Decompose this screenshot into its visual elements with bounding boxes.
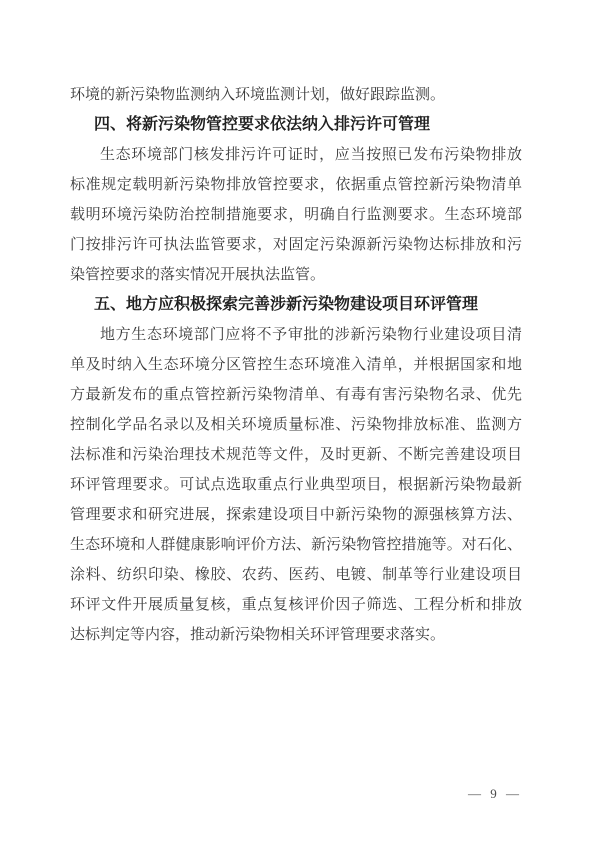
paragraph-line: 达标判定等内容，推动新污染物相关环评管理要求落实。 (70, 627, 446, 643)
paragraph-line: 法标准和污染治理技术规范等文件，及时更新、不断完善建设项目 (70, 447, 522, 463)
paragraph-line: 染管控要求的落实情况开展执法监管。 (70, 267, 326, 283)
paragraph-line: 涂料、纺织印染、橡胶、农药、医药、电镀、制革等行业建设项目 (70, 567, 522, 583)
section-heading-5: 五、地方应积极探索完善涉新污染物建设项目环评管理 (94, 296, 479, 313)
paragraph-line: 载明环境污染防治控制措施要求，明确自行监测要求。生态环境部 (70, 207, 522, 223)
paragraph-line: 管理要求和研究进展，探索建设项目中新污染物的源强核算方法、 (70, 507, 522, 523)
page-number: — 9 — (468, 786, 522, 801)
paragraph-line: 门按排污许可执法监管要求，对固定污染源新污染物达标排放和污 (70, 237, 522, 253)
paragraph-line: 标准规定载明新污染物排放管控要求，依据重点管控新污染物清单 (70, 177, 522, 193)
paragraph-line: 单及时纳入生态环境分区管控生态环境准入清单，并根据国家和地 (70, 357, 522, 373)
paragraph-line: 生态环境部门核发排污许可证时，应当按照已发布污染物排放 (100, 147, 522, 163)
paragraph-line: 生态环境和人群健康影响评价方法、新污染物管控措施等。对石化、 (70, 537, 522, 553)
section-heading-4: 四、将新污染物管控要求依法纳入排污许可管理 (94, 116, 431, 133)
paragraph-line: 环评文件开展质量复核，重点复核评价因子筛选、工程分析和排放 (70, 597, 522, 613)
document-body (70, 80, 522, 650)
paragraph-line: 地方生态环境部门应将不予审批的涉新污染物行业建设项目清 (100, 327, 522, 343)
paragraph-line: 环评管理要求。可试点选取重点行业典型项目，根据新污染物最新 (70, 477, 522, 493)
paragraph-line: 控制化学品名录以及相关环境质量标准、污染物排放标准、监测方 (70, 417, 522, 433)
paragraph-line: 方最新发布的重点管控新污染物清单、有毒有害污染物名录、优先 (70, 387, 522, 403)
paragraph-continuation-line: 环境的新污染物监测纳入环境监测计划，做好跟踪监测。 (70, 87, 446, 103)
